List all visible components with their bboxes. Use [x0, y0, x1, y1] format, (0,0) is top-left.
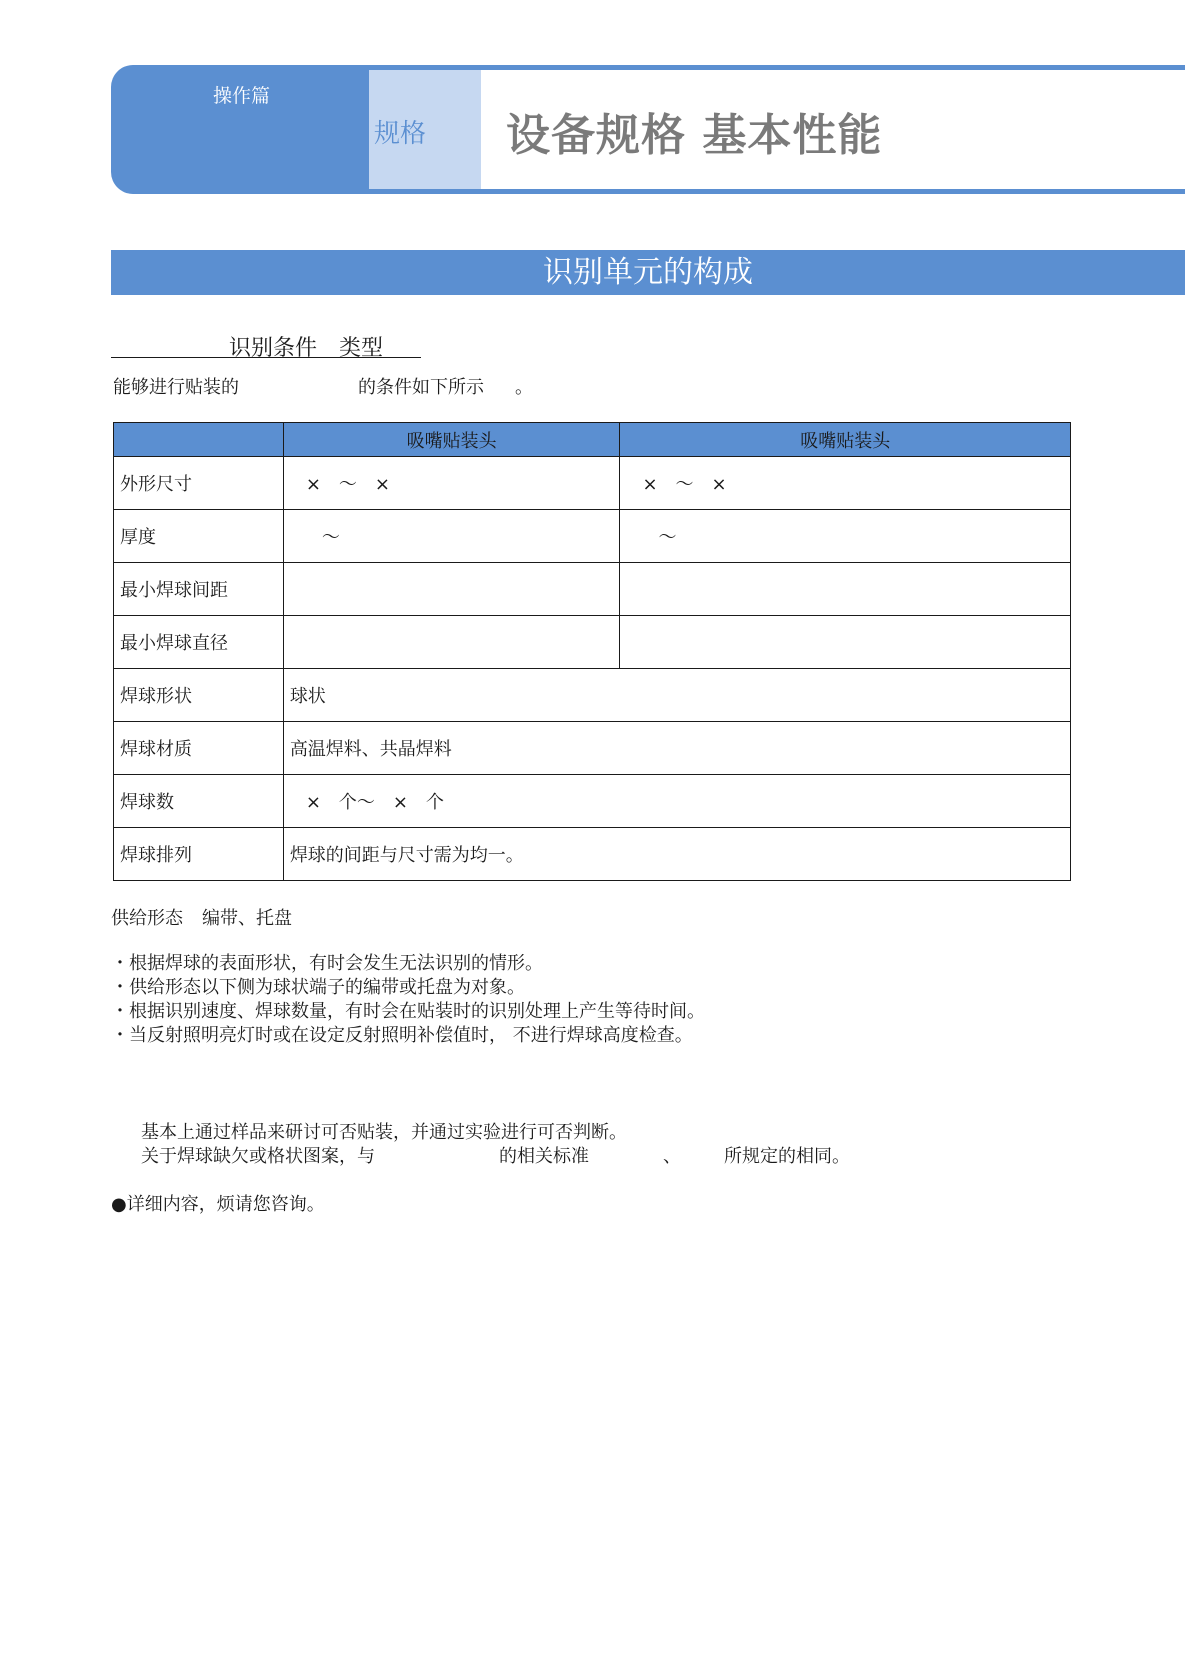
- page-title: 设备规格 基本性能: [506, 110, 883, 161]
- remark-line2-part2: 的相关标准: [499, 1146, 589, 1167]
- row-label: 最小焊球间距: [114, 563, 284, 616]
- row-label: 焊球材质: [114, 722, 284, 775]
- subsection-heading-part1: 识别条件: [229, 336, 318, 361]
- table-row: [114, 828, 1071, 881]
- remark-line1: 基本上通过样品来研讨可否贴装，并通过实验进行可否判断。: [141, 1122, 627, 1143]
- supply-value: 编带、托盘: [202, 908, 292, 929]
- section-title-bar: 识别单元的构成: [111, 250, 1185, 295]
- note-item: ・根据焊球的表面形状，有时会发生无法识别的情形。: [111, 953, 543, 974]
- table-header-cell: 吸嘴贴装头: [283, 423, 620, 457]
- table-row: [114, 457, 1071, 510]
- intro-text-part1: 能够进行贴装的: [113, 377, 239, 398]
- header-bottom-stripe: [369, 189, 1185, 194]
- table-cell: [620, 563, 1071, 616]
- table-cell: ～: [620, 510, 1071, 563]
- table-row: [114, 510, 1071, 563]
- table-header-row: [114, 423, 1071, 457]
- table-cell: [283, 616, 620, 669]
- header-top-stripe: [369, 65, 1185, 70]
- table-row: [114, 775, 1071, 828]
- table-cell: × ～ ×: [283, 457, 620, 510]
- table-cell: [620, 616, 1071, 669]
- row-label: 焊球数: [114, 775, 284, 828]
- table-cell: × ～ ×: [620, 457, 1071, 510]
- page-header: [111, 65, 1185, 194]
- table-header-cell: [114, 423, 284, 457]
- row-label: 最小焊球直径: [114, 616, 284, 669]
- table-cell-merged: 球状: [283, 669, 1070, 722]
- row-label: 厚度: [114, 510, 284, 563]
- note-item: ・供给形态以下侧为球状端子的编带或托盘为对象。: [111, 977, 525, 998]
- row-label: 焊球形状: [114, 669, 284, 722]
- table-header-cell: 吸嘴贴装头: [620, 423, 1071, 457]
- table-row: [114, 563, 1071, 616]
- note-item: ・当反射照明亮灯时或在设定反射照明补偿值时， 不进行焊球高度检查。: [111, 1025, 693, 1046]
- subsection-heading-part2: 类型: [339, 336, 384, 361]
- table-cell-merged: × 个～ × 个: [283, 775, 1070, 828]
- intro-text-part2: 的条件如下所示: [358, 377, 484, 398]
- supply-label: 供给形态: [111, 908, 183, 929]
- table-row: [114, 669, 1071, 722]
- remark-line2-part3: 、: [663, 1146, 681, 1167]
- table-cell: [283, 563, 620, 616]
- intro-text-part3: 。: [515, 377, 533, 398]
- spec-table: [113, 422, 1071, 881]
- note-item: ・根据识别速度、焊球数量，有时会在贴装时的识别处理上产生等待时间。: [111, 1001, 705, 1022]
- remark-line2-part1: 关于焊球缺欠或格状图案，与: [141, 1146, 375, 1167]
- table-row: [114, 616, 1071, 669]
- table-cell: ～: [283, 510, 620, 563]
- subsection-heading: [111, 331, 421, 361]
- table-row: [114, 722, 1071, 775]
- section-tag: 操作篇: [213, 85, 271, 107]
- remark-line2-part4: 所规定的相同。: [724, 1146, 850, 1167]
- contact-note: ●详细内容，烦请您咨询。: [111, 1194, 325, 1215]
- notes-list: [111, 952, 705, 1048]
- table-cell-merged: 高温焊料、共晶焊料: [283, 722, 1070, 775]
- row-label: 焊球排列: [114, 828, 284, 881]
- chapter-label: 规格: [374, 119, 427, 149]
- table-cell-merged: 焊球的间距与尺寸需为均一。: [283, 828, 1070, 881]
- row-label: 外形尺寸: [114, 457, 284, 510]
